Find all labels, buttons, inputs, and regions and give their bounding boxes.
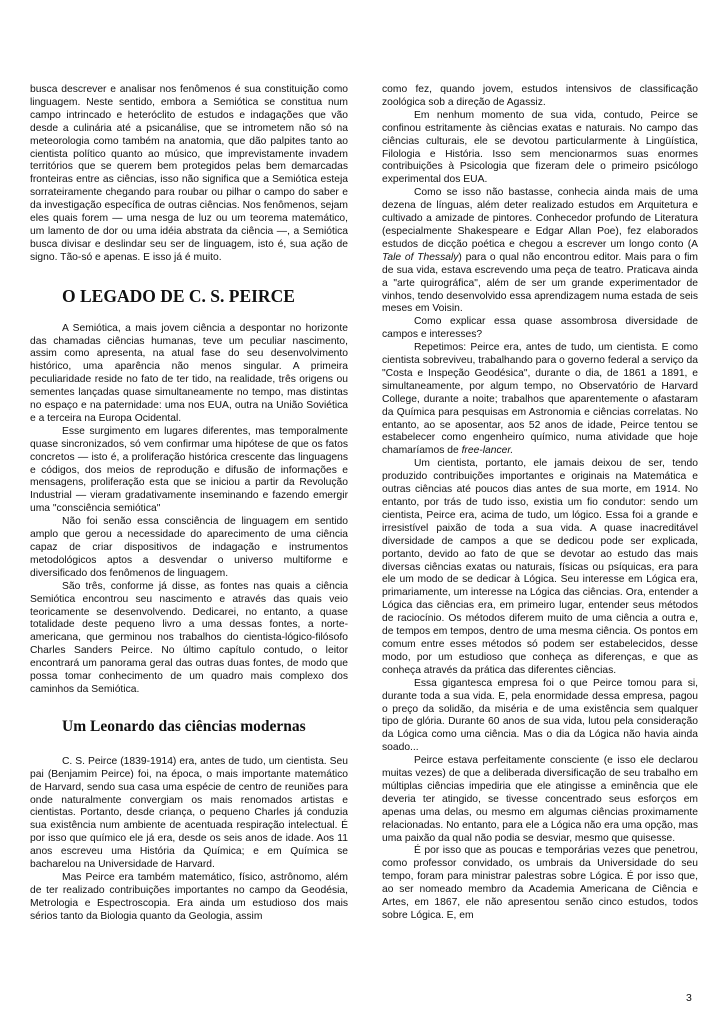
paragraph: Esse surgimento em lugares diferentes, mas temporalmente quase sincronizados, só vem confirmar uma hipótese de que os fatos concretos — isto é, a proliferação histórica crescente das linguagens e códigos, dos meios de reprodução e difusão de informações e mensagens, proliferação esta que se iniciou a partir da Revolução Industrial — vieram gradativamente inseminando e fazendo emergir uma "consciência semiótica" [30,425,348,515]
paragraph: Essa gigantesca empresa foi o que Peirce tomou para si, durante toda a sua vida. E, pela enormidade dessa empresa, pagou o preço da solidão, da miséria e de uma existência sem qualquer tipo de glória. Durante 60 anos de sua vida, lutou pela consideração da Lógica como uma ciência. Mas o dia da Lógica não havia ainda soado... [382,677,698,754]
document-page [30,84,698,1004]
paragraph: busca descrever e analisar nos fenômenos é sua constituição como linguagem. Neste sentido, embora a Semiótica se constitua num campo intrincado e heteróclito de estudos e indagações que vão desde a culinária até a psicanálise, que se intrometem não só na meteorologia como também na anatomia, que dão palpites tanto ao cientista político quanto ao músico, que imprevistamente invadem territórios que se querem bem protegidos pelas bem demarcadas fronteiras entre as ciências, isso não significa que a Semiótica esteja sorrateiramente chegando para roubar ou pilhar o campo do saber e da investigação específica de outras ciências. Nos fenômenos, sejam eles quais forem — uma nesga de luz ou um teorema matemático, um lamento de dor ou uma idéia abstrata da ciência —, a Semiótica busca divisar e deslindar seu ser de linguagem, isto é, sua ação de signo. Tão-só e apenas. E isso já é muito. [30,84,348,263]
paragraph: Em nenhum momento de sua vida, contudo, Peirce se confinou estritamente às ciências exatas e naturais. No campo das ciências culturais, ele se devotou particularmente à Lingüística, Filologia e História. Isso sem mencionarmos suas enormes contribuições à Psicologia que fizeram dele o primeiro psicólogo experimental dos EUA. [382,109,698,186]
paragraph: Um cientista, portanto, ele jamais deixou de ser, tendo produzido contribuições importantes e originais na Matemática e outras ciências até poucos dias antes de sua morte, em 1914. No entanto, por trás de tudo isso, existia um fio condutor: sendo um cientista, Peirce era, acima de tudo, um lógico. Essa foi a grande e irresistível paixão de toda a sua vida. A quase inacreditável diversidade de campos a que se dedicou pode ser explicada, portanto, devido ao fato de que se devotar ao estudo das mais diversas ciências exatas ou naturais, físicas ou psíquicas, era para ele um modo de se dedicar à Lógica. Seu interesse em Lógica era, primariamente, um interesse na Lógica das ciências. Ora, entender a Lógica das ciências era, em primeiro lugar, entender seus métodos de raciocínio. Os métodos diferem muito de uma ciência a outra e, de tempos em tempos, dentro de uma mesma ciência. Os pontos em comum entre esses métodos só podem ser estabelecidos, desse modo, por um estudioso que conheça as diferenças, e que as conheça através da prática das diferentes ciências. [382,458,698,676]
paragraph: C. S. Peirce (1839-1914) era, antes de tudo, um cientista. Seu pai (Benjamim Peirce) foi, na época, o mais importante matemático de Harvard, sendo sua casa uma espécie de centro de reuniões para onde naturalmente convergiam os mais renomados artistas e cientistas. Portanto, desde criança, o pequeno Charles já conduzia sua existência num ambiente de acentuada respiração intelectual. É por isso que químico ele já era, desde os seis anos de idade. Aos 11 anos escreveu uma História da Química; e em Química se bacharelou na Universidade de Harvard. [30,755,348,871]
paragraph [382,342,698,458]
left-column [30,84,348,924]
paragraph: como fez, quando jovem, estudos intensivos de classificação zoológica sob a direção de Agassiz. [382,84,698,108]
section-heading-leonardo: Um Leonardo das ciências modernas [62,717,306,735]
paragraph: Peirce estava perfeitamente consciente (e isso ele declarou muitas vezes) de que a deliberada diversificação de seu trabalho em múltiplas ciências impediria que ele atingisse a eminência que ele deveria ter atingido, se tivesse concentrado seus esforços em apenas uma delas, ou mesmo em algumas ciências proximamente relacionadas. No entanto, para ele a Lógica não era uma opção, mas uma paixão da qual não podia se desviar, mesmo que quisesse. [382,755,698,844]
text-run: Repetimos: Peirce era, antes de tudo, um cientista. E como cientista sobreviveu, trabalhando para o governo federal a serviço da "Costa e Inspeção Geodésica", durante o dia, de 1861 a 1891, e simultaneamente, por algum tempo, no Observatório de Harvard College, durante a noite; trabalhos que aparentemente o afastaram da Química para pesquisas em Astronomia e ciências correlatas. No entanto, ao se aposentar, aos 52 anos de idade, Peirce tentou se estabelecer como engenheiro químico, numa atividade que hoje chamaríamos de [382,342,698,457]
book-title: Tale of Thessaly [382,251,459,263]
paragraph: São três, conforme já disse, as fontes nas quais a ciência Semiótica encontrou seu nascimento e através das quais veio teoricamente se desenvolvendo. Dedicarei, no entanto, a quase totalidade deste pequeno livro a uma dessas fontes, a norte-americana, que germinou nos trabalhos do cientista-lógico-filósofo Charles Sanders Peirce. No último capítulo contudo, o leitor encontrará um panorama geral das outras duas fontes, de modo que possa tomar conhecimento de um quadro mais complexo dos caminhos da Semiótica. [30,580,348,695]
right-column [382,84,698,923]
paragraph: É por isso que as poucas e temporárias vezes que penetrou, como professor convidado, os umbrais da Universidade do seu tempo, foram para ministrar palestras sobre Lógica. É por isso que, ao ser nomeado membro da Academia Americana de Ciência e Artes, em 1867, ele não apresentou senão cinco estudos, todos sobre Lógica. E, em [382,845,698,921]
paragraph: A Semiótica, a mais jovem ciência a despontar no horizonte das chamadas ciências humanas, teve um peculiar nascimento, assim como apresenta, na atual fase do seu desenvolvimento histórico, uma aparência não menos singular. A primeira peculiaridade reside no fato de ter tido, na realidade, três origens ou sementes lançadas quase simultaneamente no tempo, mas distintas no espaço e na paternidade: uma nos EUA, outra na União Soviética e a terceira na Europa Ocidental. [30,322,348,424]
paragraph: Não foi senão essa consciência de linguagem em sentido amplo que gerou a necessidade do aparecimento de uma ciência capaz de criar dispositivos de indagação e instrumentos metodológicos aptos a desvendar o universo multiforme e diversificado dos fenômenos de linguagem. [30,516,348,579]
italic-term: free-lancer. [461,445,514,457]
section-heading-legado: O LEGADO DE C. S. PEIRCE [62,285,295,306]
text-run: Como se isso não bastasse, conhecia ainda mais de uma dezena de línguas, além deter realizado estudos em Arquitetura e cultivado a amizade de pintores. Conhecedor profundo de Literatura (especialmente Shakespeare e Edgar Allan Poe), fez elaborados estudos de dicção poética e chegou a escrever um longo conto (A [382,187,698,250]
page-number: 3 [686,992,692,1004]
paragraph [382,187,698,316]
paragraph: Como explicar essa quase assombrosa diversidade de campos e interesses? [382,316,698,341]
paragraph: Mas Peirce era também matemático, físico, astrônomo, além de ter realizado contribuições importantes no campo da Geodésia, Metrologia e Espectroscopia. Era ainda um estudioso dos mais sérios tanto da Biologia quanto da Geologia, assim [30,871,348,922]
text-run: ) para o qual não encontrou editor. Mais para o fim de sua vida, estava escrevendo uma peça de teatro. Praticava ainda a "arte quirográfica", além de ser um grande experimentador de vinhos, tendo desenvolvido essa aprendizagem numa estada de seis meses em Voisin. [382,251,698,315]
